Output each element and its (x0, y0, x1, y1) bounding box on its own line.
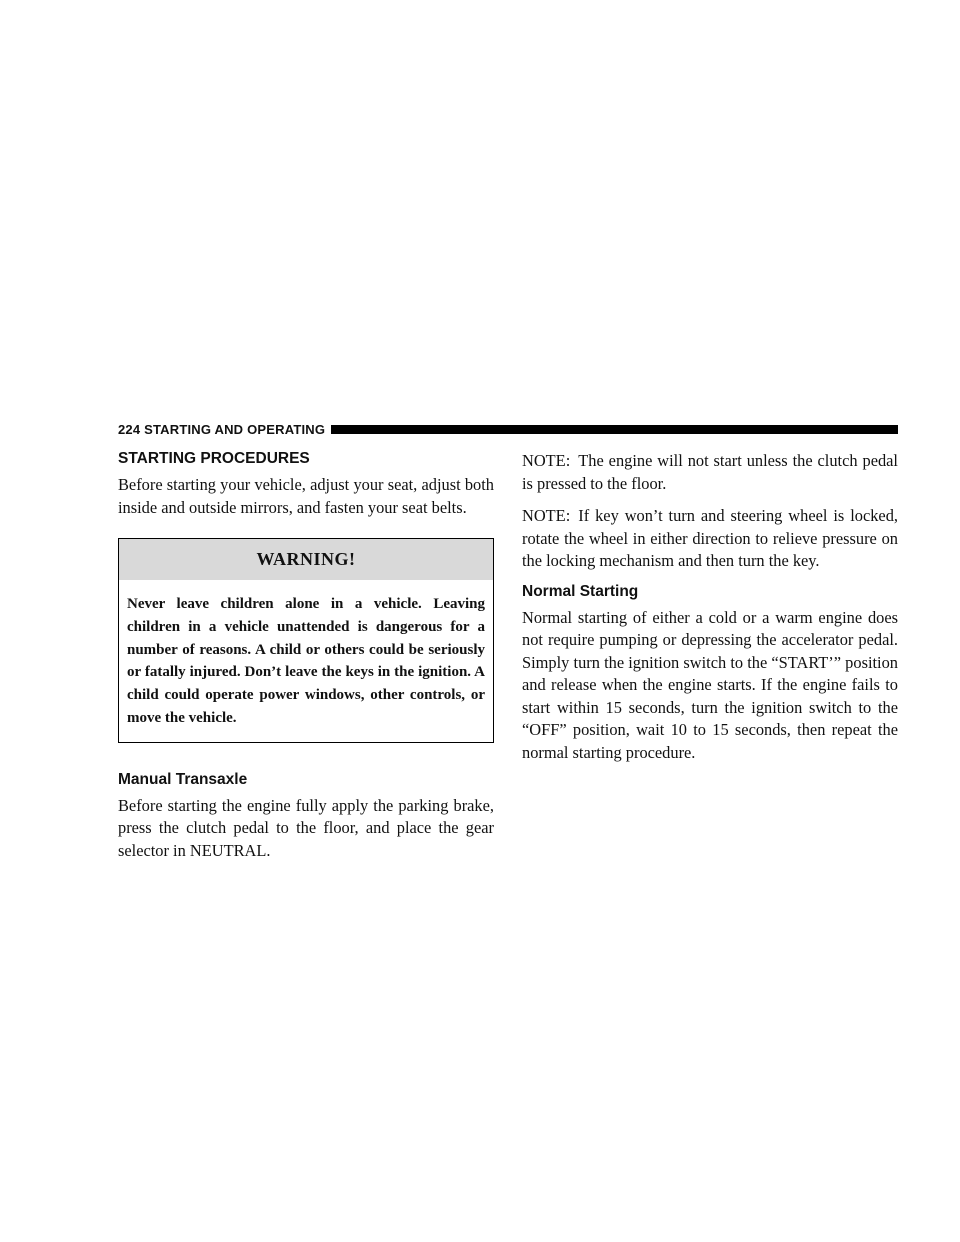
note-2-text: If key won’t turn and steering wheel is locked, rotate the wheel in either direction to relieve pressure on the locking mechanism and then turn the key. (522, 506, 898, 570)
normal-starting-body: Normal starting of either a cold or a warm engine does not require pumping or depressing the accelerator pedal. Simply turn the ignition switch to the “START’” position and release when the engine starts. If the engine fails to start within 15 seconds, turn the ignition switch to the “OFF” position, wait 10 to 15 seconds, then repeat the normal starting procedure. (522, 607, 898, 762)
normal-starting-title: Normal Starting (522, 582, 639, 600)
note-1 (522, 450, 898, 495)
warning-box (118, 538, 494, 743)
note-2-label: NOTE: (522, 506, 571, 525)
intro-paragraph: Before starting your vehicle, adjust your seat, adjust both inside and outside mirrors, and fasten your seat belts. (118, 475, 494, 517)
note-1-text: The engine will not start unless the clutch pedal is pressed to the floor. (522, 451, 898, 493)
manual-transaxle-body: Before starting the engine fully apply the parking brake, press the clutch pedal to the floor, and place the gear selector in NEUTRAL. (118, 795, 494, 860)
right-column (522, 450, 898, 764)
note-1-label: NOTE: (522, 451, 571, 470)
page-header (118, 422, 898, 436)
manual-transaxle-title: Manual Transaxle (118, 770, 248, 788)
note-2 (522, 505, 898, 573)
warning-title: WARNING! (119, 539, 493, 580)
header-rule (331, 425, 898, 434)
warning-body: Never leave children alone in a vehicle. Leaving children in a vehicle unattended is dangerous for a number of reasons. A child or others could be seriously or fatally injured. Don’t leave the keys in the ignition. A child could operate power windows, other controls, or move the vehicle. (127, 596, 485, 726)
page-number-label: 224 STARTING AND OPERATING (118, 421, 326, 437)
left-column (118, 450, 494, 862)
section-title: STARTING PROCEDURES (118, 450, 310, 467)
